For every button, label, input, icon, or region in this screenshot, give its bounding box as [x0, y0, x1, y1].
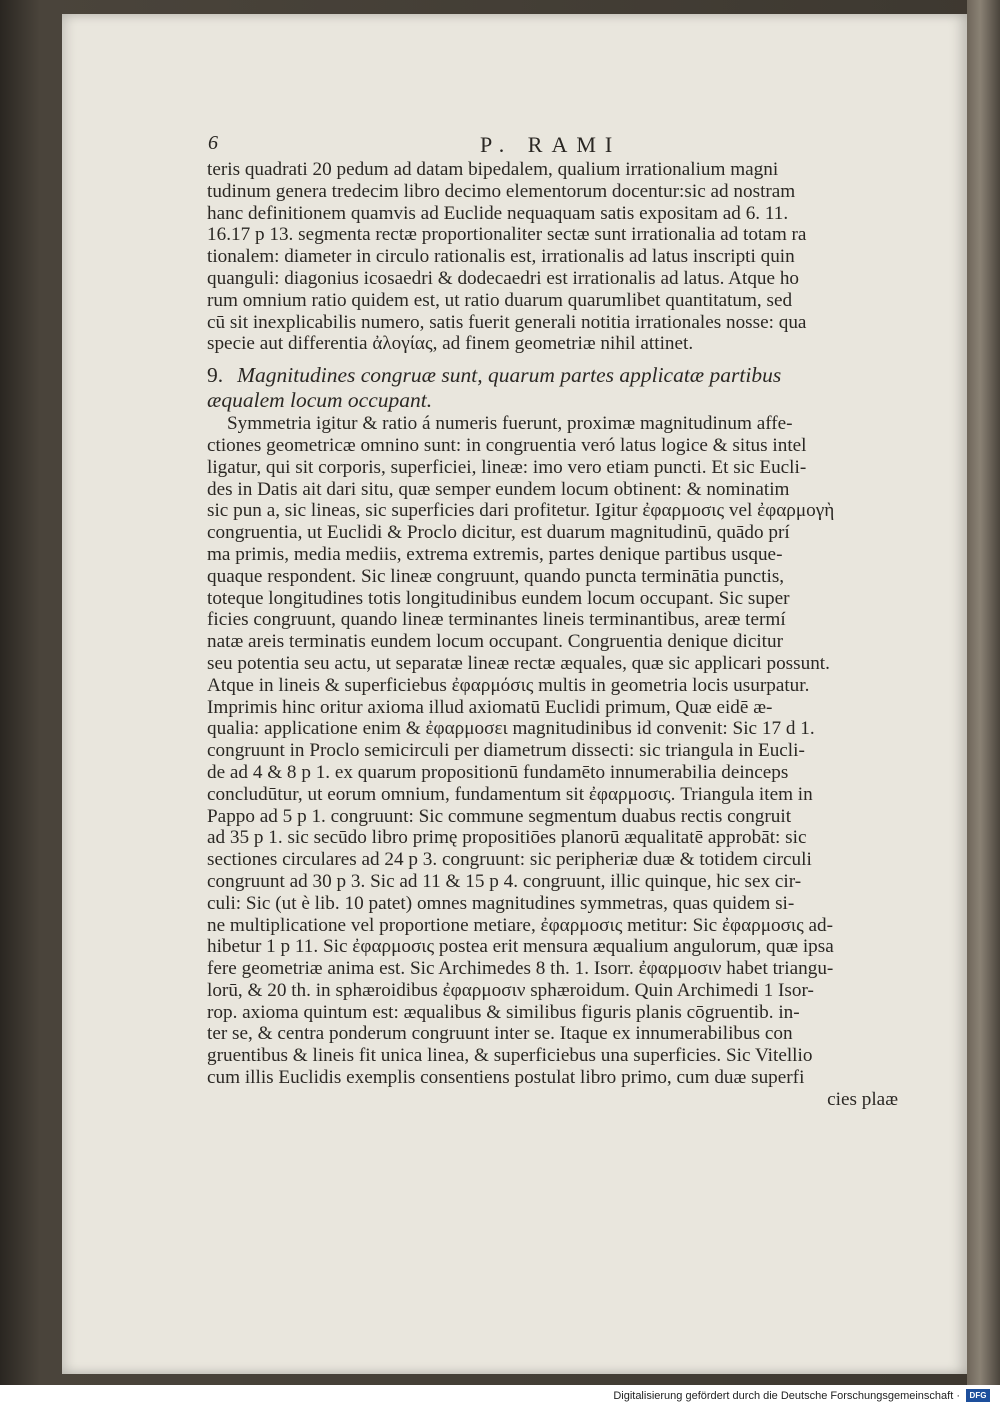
text-line: ctiones geometricæ omnino sunt: in congruentia veró latus logice & situs intel: [207, 434, 807, 456]
text-line: specie aut differentia ἀλογίας, ad finem geometriæ nihil attinet.: [207, 333, 694, 355]
text-line: natæ areis terminatis eundem locum occupant. Congruentia denique dicitur: [207, 631, 783, 653]
text-line: Imprimis hinc oritur axioma illud axiomatū Euclidi primum, Quæ eidē æ-: [207, 696, 773, 718]
text-line: des in Datis ait dari situ, quæ semper eundem locum obtinent: & nominatim: [207, 478, 790, 500]
text-line: teris quadrati 20 pedum ad datam bipedalem, qualium irrationalium magni: [207, 159, 779, 180]
running-head: P. RAMI: [480, 132, 622, 157]
definition-number: 9.: [207, 363, 224, 388]
definition-line: æqualem locum occupant.: [207, 388, 433, 413]
text-line: tudinum genera tredecim libro decimo elementorum docentur:sic ad nostram: [207, 180, 796, 202]
text-line: toteque longitudines totis longitudinibus eundem locum occupant. Sic super: [207, 587, 790, 609]
definition-9: [207, 363, 902, 413]
text-line: ligatur, qui sit corporis, superficiei, lineæ: imo vero etiam puncti. Et sic Eucli-: [207, 456, 807, 478]
digitization-footer: [0, 1385, 1000, 1408]
text-line: congruunt in Proclo semicirculi per diametrum dissecti: sic triangula in Eucli-: [207, 740, 805, 762]
text-line: hanc definitionem quamvis ad Euclide nequaquam satis expositam ad 6. 11.: [207, 202, 789, 224]
definition-line: Magnitudines congruæ sunt, quarum partes applicatæ partibus: [237, 363, 782, 388]
text-line: congruunt ad 30 p 3. Sic ad 11 & 15 p 4. congruunt, illic quinque, hic sex cir-: [207, 870, 802, 892]
text-line: ne multiplicatione vel proportione metiare, ἐφαρμοσις metitur: Sic ἐφαρμοσις ad-: [207, 914, 833, 936]
text-line: congruentia, ut Euclidi & Proclo dicitur, est duarum magnitudinū, quādo prí: [207, 522, 790, 544]
text-line: rop. axioma quintum est: æqualibus & similibus figuris planis cōgruentib. in-: [207, 1001, 800, 1023]
text-line: ficies congruunt, quando lineæ terminantes lineis terminantibus, areæ termí: [207, 609, 786, 631]
text-line: cum illis Euclidis exemplis consentiens postulat libro primo, cum duæ superfi: [207, 1067, 805, 1089]
page-number: 6: [208, 132, 218, 154]
text-line: rum omnium ratio quidem est, ut ratio duarum quarumlibet quantitatum, sed: [207, 289, 793, 311]
catchword: cies plaæ: [827, 1088, 898, 1110]
text-line: ter se, & centra ponderum congruunt inter se. Itaque ex innumerabilibus con: [207, 1023, 793, 1045]
text-line: concludūtur, ut eorum omnium, fundamentum sit ἐφαρμοσις. Triangula item in: [207, 783, 813, 805]
text-line: fere geometriæ anima est. Sic Archimedes 8 th. 1. Isorr. ἐφαρμοσιν habet triangu-: [207, 958, 834, 980]
text-line: culi: Sic (ut è lib. 10 patet) omnes magnitudines symmetras, quas quidem si-: [207, 892, 795, 914]
text-line: quaque respondent. Sic lineæ congruunt, quando puncta terminātia punctis,: [207, 565, 785, 587]
book-page: [62, 14, 967, 1374]
text-block-1: [207, 159, 902, 355]
text-line: Atque in lineis & superficiebus ἐφαρμόσις multis in geometria locis usurpatur.: [207, 674, 810, 696]
text-line: gruentibus & lineis fit unica linea, & superficiebus una superficies. Sic Vitellio: [207, 1045, 813, 1067]
page-text: [207, 159, 902, 1111]
text-line: tionalem: diameter in circulo rationalis est, irrationalis ad latus inscripti quin: [207, 246, 795, 268]
book-edge: [967, 0, 1000, 1385]
text-line: sectiones circulares ad 24 p 3. congruunt: sic peripheriæ duæ & totidem circuli: [207, 849, 812, 871]
dfg-logo-icon: DFG: [966, 1389, 990, 1402]
text-line: seu potentia seu actu, ut separatæ lineæ rectæ æquales, quæ sic applicari possunt.: [207, 652, 830, 674]
text-line: hibetur 1 p 11. Sic ἐφαρμοσις postea erit mensura æqualium angulorum, quæ ipsa: [207, 936, 834, 958]
text-line: qualia: applicatione enim & ἐφαρμοσει magnitudinibus id convenit: Sic 17 d 1.: [207, 718, 815, 740]
text-line: Symmetria igitur & ratio á numeris fuerunt, proximæ magnitudinum affe-: [227, 413, 793, 435]
page-header: [62, 132, 967, 156]
text-line: sic pun a, sic lineas, sic superficies dari profitetur. Igitur ἐφαρμοσις vel ἐφαρμογὴ: [207, 500, 835, 522]
text-line: ma primis, media mediis, extrema extremis, partes denique partibus usque-: [207, 543, 783, 565]
text-line: Pappo ad 5 p 1. congruunt: Sic commune segmentum duabus rectis congruit: [207, 805, 792, 827]
text-line: de ad 4 & 8 p 1. ex quarum propositionū fundamēto innumerabilia deinceps: [207, 761, 789, 783]
footer-credit: Digitalisierung gefördert durch die Deutsche Forschungsgemeinschaft ·: [613, 1390, 960, 1402]
text-line: lorū, & 20 th. in sphæroidibus ἐφαρμοσιν sphæroidum. Quin Archimedi 1 Isor-: [207, 979, 814, 1001]
text-line: ad 35 p 1. sic secūdo libro primę propositiōes planorū æqualitatē approbāt: sic: [207, 827, 807, 849]
text-line: quanguli: diagonius icosaedri & dodecaedri est irrationalis ad latus. Atque ho: [207, 267, 800, 289]
text-block-2: [207, 413, 902, 1089]
text-line: 16.17 p 13. segmenta rectæ proportionaliter sectæ sunt irrationalia ad totam ra: [207, 224, 807, 246]
text-line: cū sit inexplicabilis numero, satis fuerit generali notitia irrationales nosse: qua: [207, 311, 807, 333]
